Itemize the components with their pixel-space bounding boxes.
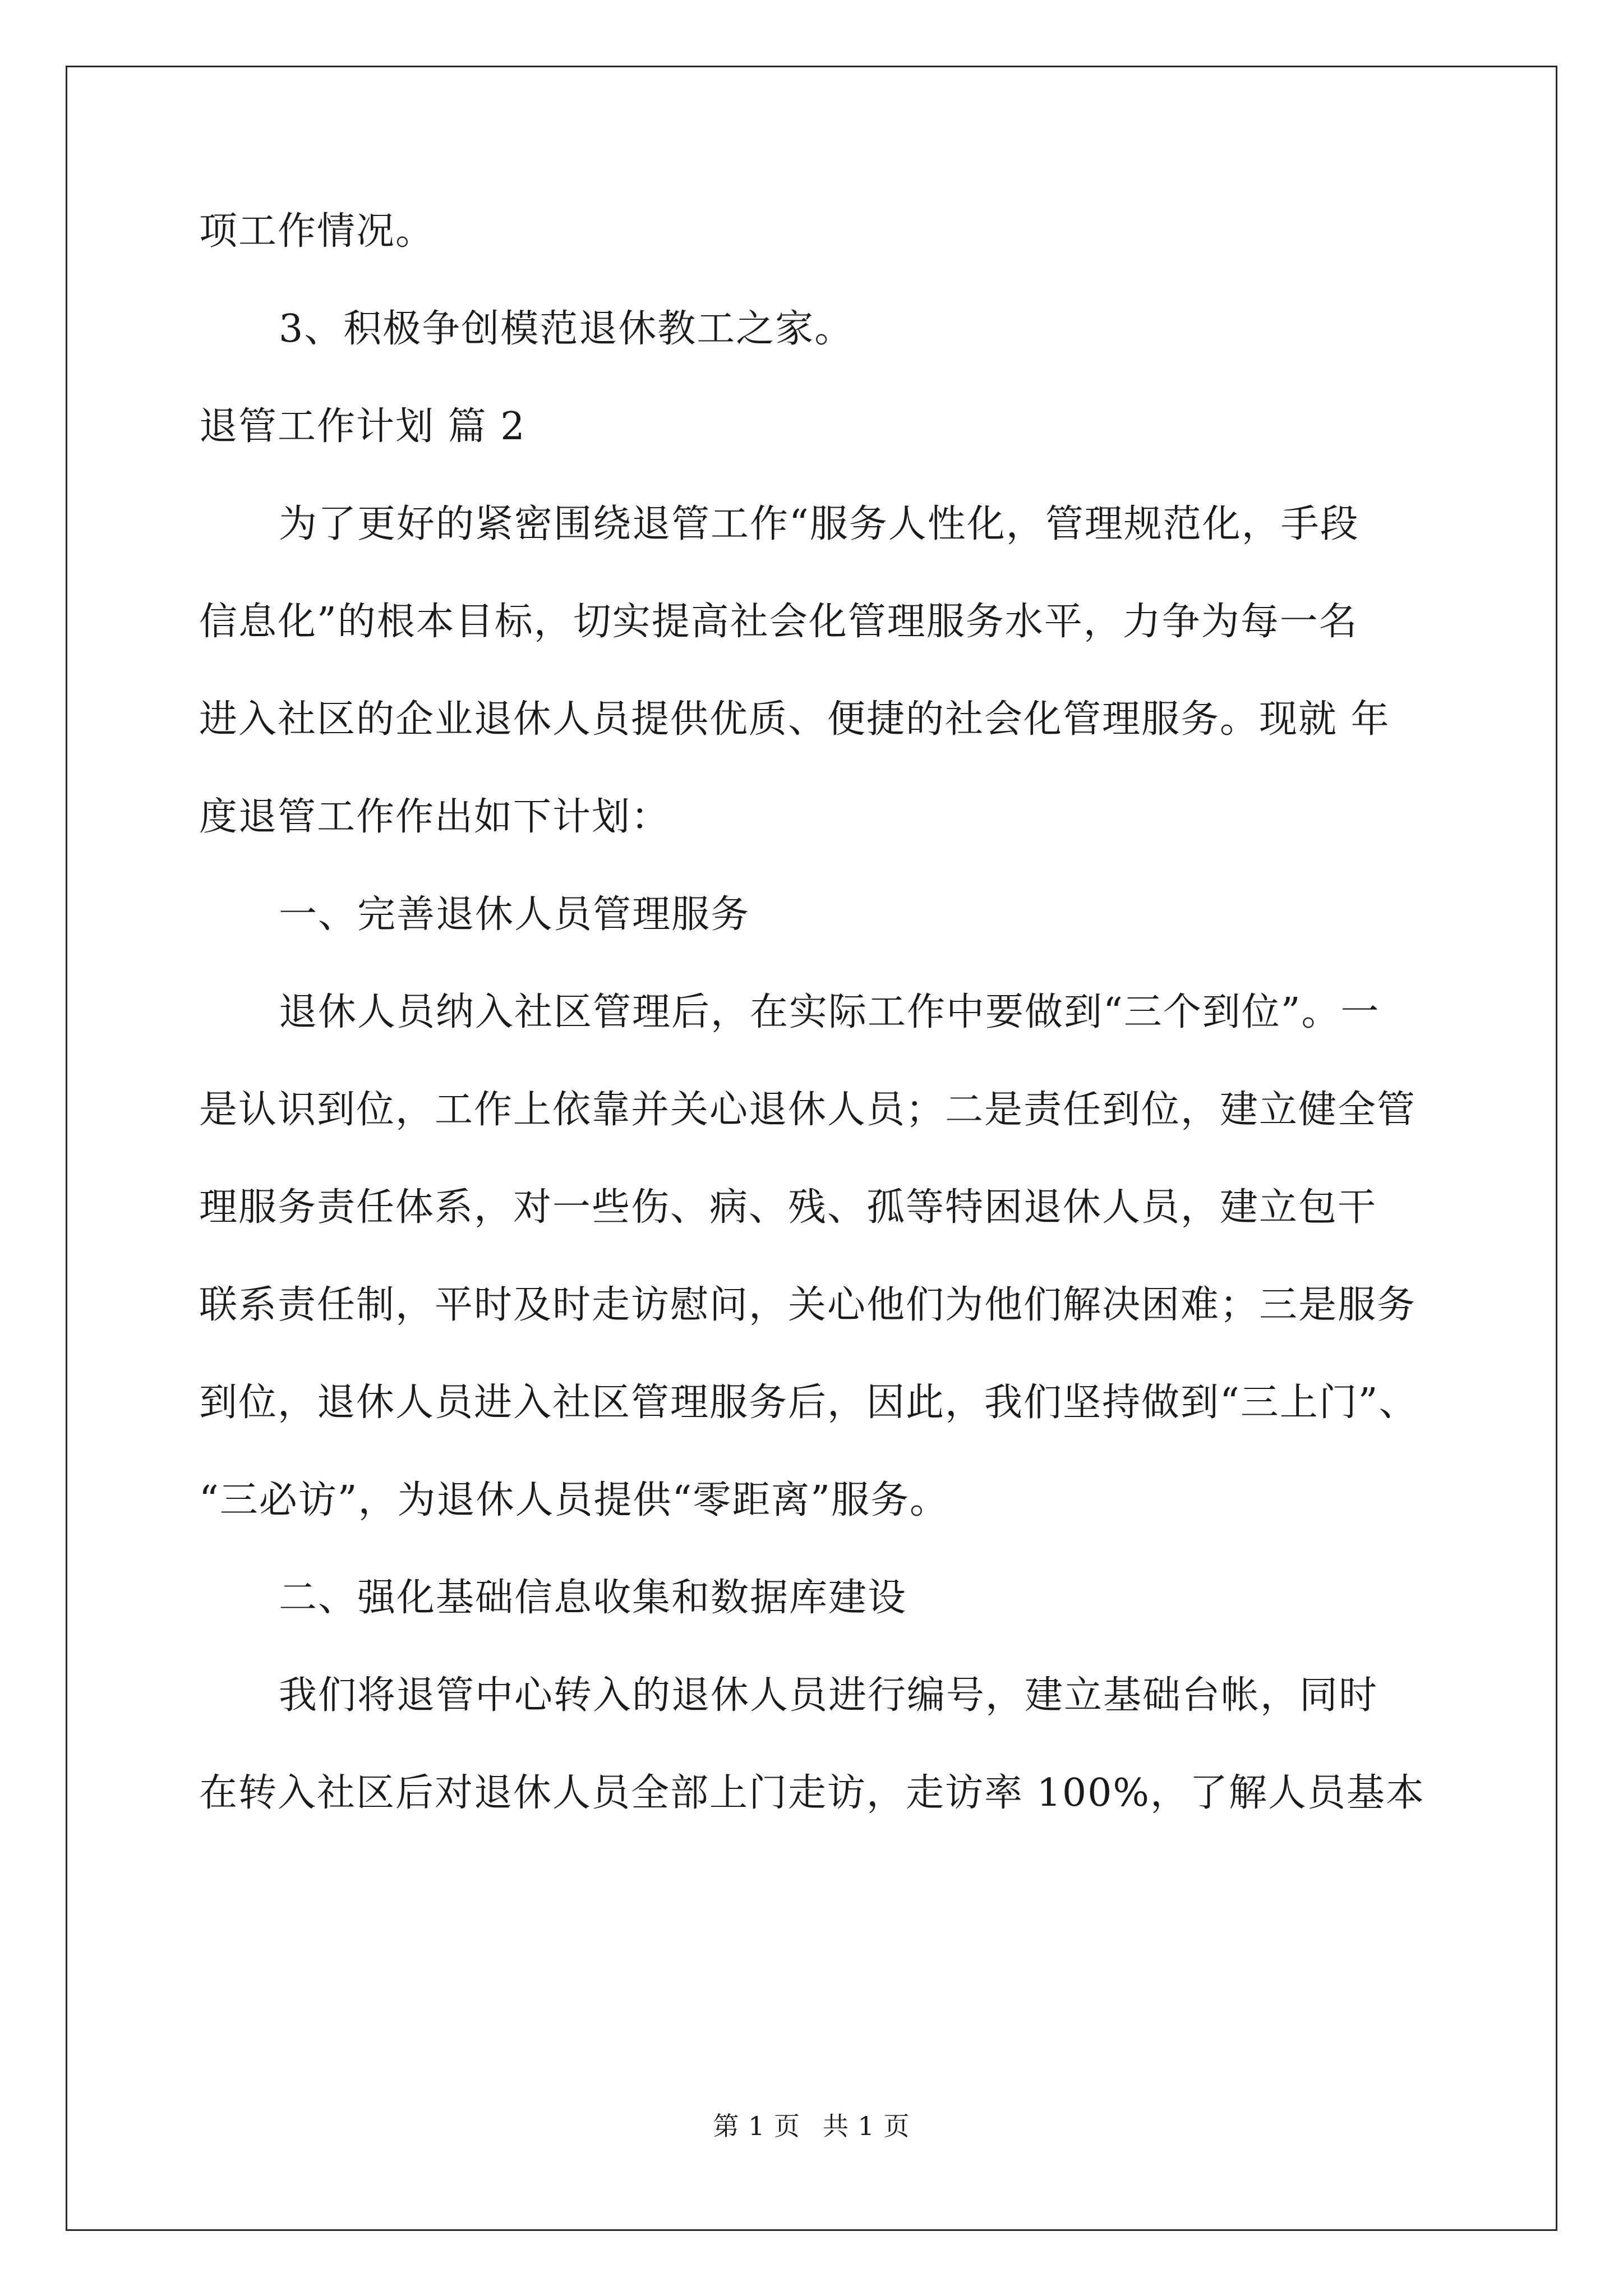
paragraph-line: 项工作情况。 (199, 209, 435, 254)
paragraph-line: 进入社区的企业退休人员提供优质、便捷的社会化管理服务。现就 年 (199, 697, 1390, 742)
subheading-1: 一、完善退休人员管理服务 (279, 892, 750, 937)
paragraph-line: 为了更好的紧密围绕退管工作“服务人性化，管理规范化，手段 (279, 502, 1359, 546)
page-number: 第 1 页 (713, 2111, 800, 2141)
page-total: 共 1 页 (823, 2111, 910, 2141)
paragraph-line: 退休人员纳入社区管理后，在实际工作中要做到“三个到位”。一 (279, 990, 1380, 1034)
paragraph-line: “三必访”，为退休人员提供“零距离”服务。 (199, 1478, 949, 1522)
paragraph-line: 在转入社区后对退休人员全部上门走访，走访率 100%，了解人员基本 (199, 1771, 1426, 1815)
paragraph-line: 信息化”的根本目标，切实提高社会化管理服务水平，力争为每一名 (199, 600, 1358, 644)
paragraph-line: 是认识到位，工作上依靠并关心退休人员；二是责任到位，建立健全管 (199, 1088, 1417, 1132)
section-title: 退管工作计划 篇 2 (199, 404, 526, 449)
list-item-3: 3、积极争创模范退休教工之家。 (279, 307, 854, 351)
subheading-2: 二、强化基础信息收集和数据库建设 (279, 1576, 907, 1620)
paragraph-line: 理服务责任体系，对一些伤、病、残、孤等特困退休人员，建立包干 (199, 1185, 1377, 1230)
paragraph-line: 度退管工作作出如下计划： (199, 795, 671, 839)
paragraph-line: 到位，退休人员进入社区管理服务后，因此，我们坚持做到“三上门”、 (199, 1381, 1418, 1425)
page-footer (0, 2109, 1623, 2143)
paragraph-line: 我们将退管中心转入的退休人员进行编号，建立基础台帐，同时 (279, 1673, 1378, 1718)
page-border (66, 66, 1557, 2231)
paragraph-line: 联系责任制，平时及时走访慰问，关心他们为他们解决困难；三是服务 (199, 1283, 1417, 1327)
